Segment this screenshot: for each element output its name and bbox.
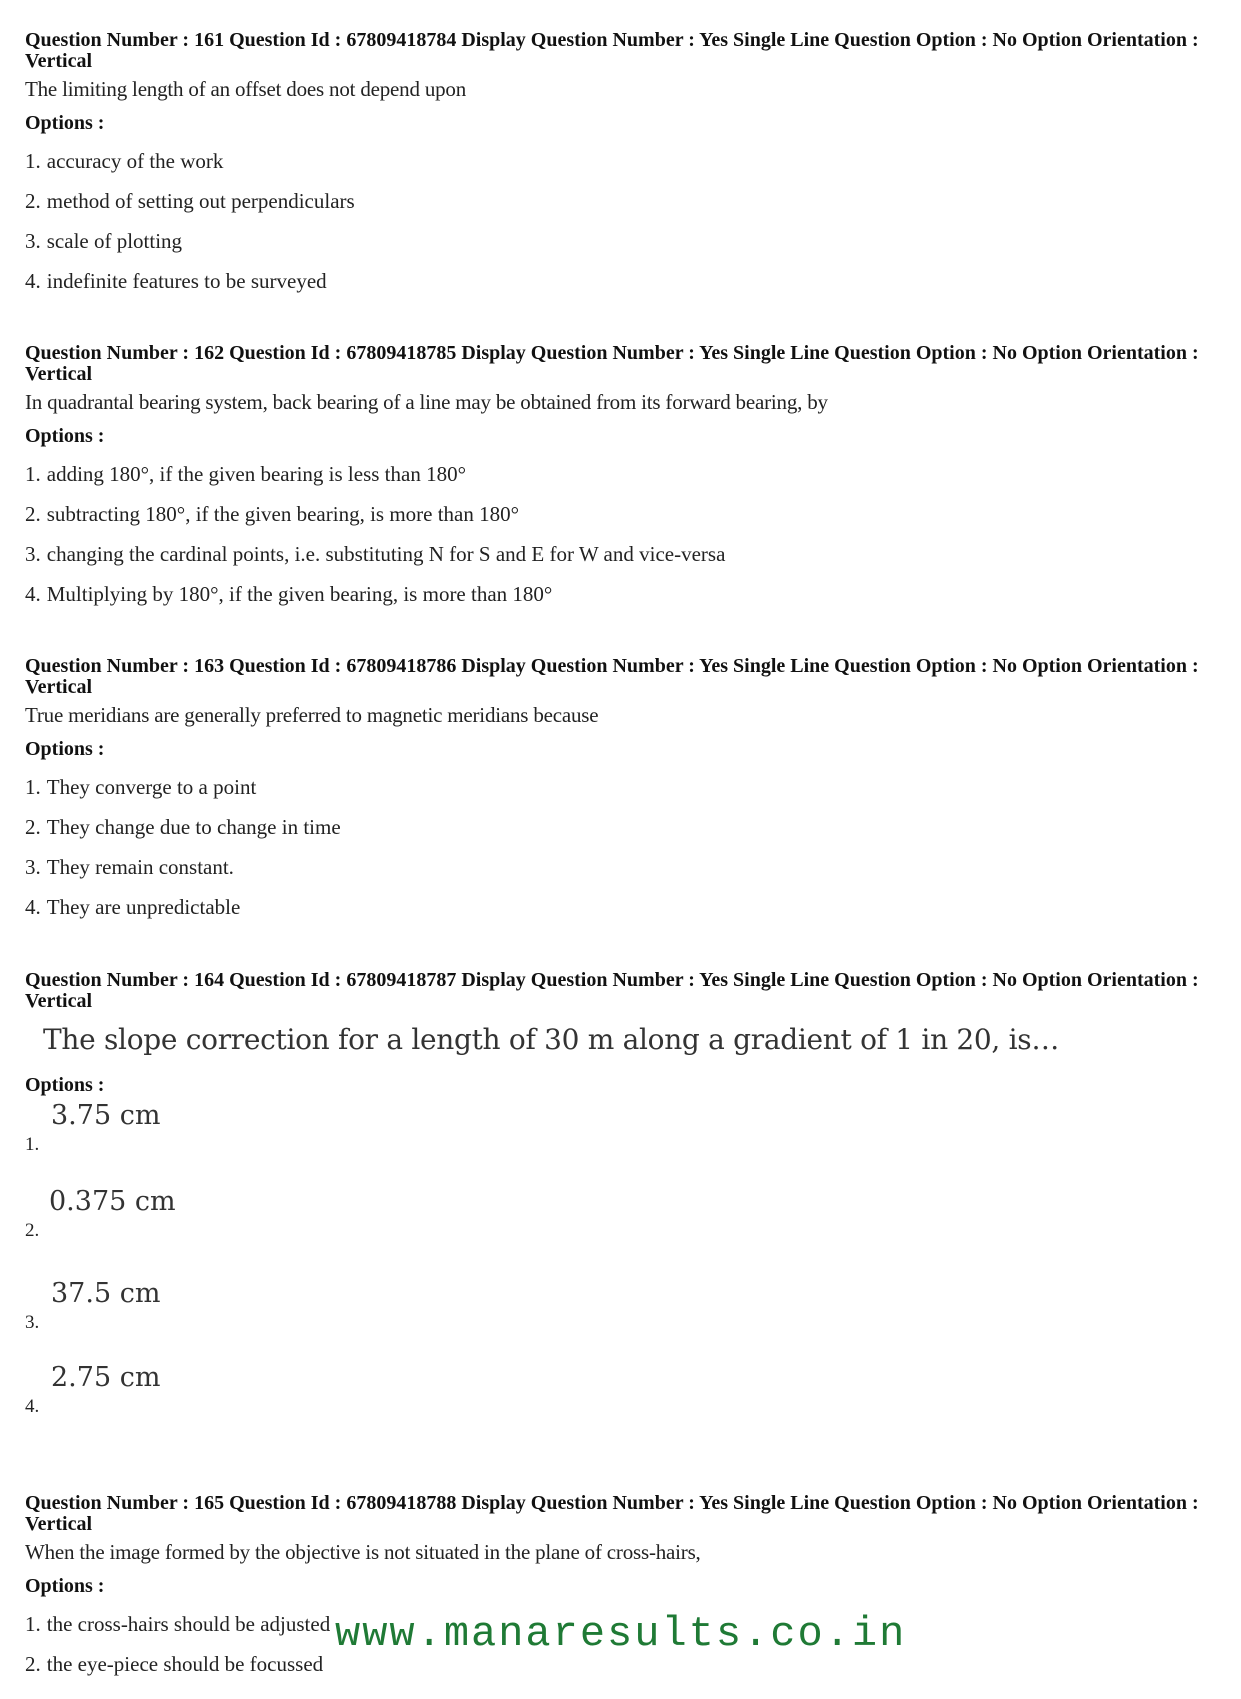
option-text: 2.75 cm xyxy=(51,1362,161,1393)
option-text: the cross-hairs should be adjusted xyxy=(46,1612,331,1636)
option-number: 1. xyxy=(25,462,41,486)
option-text: method of setting out perpendiculars xyxy=(46,189,355,213)
option-3 xyxy=(25,541,1215,567)
option-text: indefinite features to be surveyed xyxy=(46,269,327,293)
option-text: They change due to change in time xyxy=(46,815,341,839)
option-number: 2. xyxy=(25,1220,40,1241)
option-number: 4. xyxy=(25,1396,40,1417)
option-text: 0.375 cm xyxy=(49,1186,176,1217)
question-161 xyxy=(25,30,1215,294)
question-header: Question Number : 165 Question Id : 67809418788 Display Question Number : Yes Single Line Question Option : No Option Orientation : Vertical xyxy=(25,1492,1199,1535)
option-3 xyxy=(25,854,1215,880)
option-3 xyxy=(25,228,1215,254)
question-164 xyxy=(25,970,1215,1418)
question-header: Question Number : 164 Question Id : 67809418787 Display Question Number : Yes Single Line Question Option : No Option Orientation : Vertical xyxy=(25,969,1199,1012)
option-2 xyxy=(25,1186,1215,1242)
option-text: accuracy of the work xyxy=(46,149,224,173)
question-header: Question Number : 162 Question Id : 67809418785 Display Question Number : Yes Single Line Question Option : No Option Orientation : Vertical xyxy=(25,342,1199,385)
options-label: Options : xyxy=(25,425,105,447)
option-number: 2. xyxy=(25,502,41,526)
option-number: 3. xyxy=(25,855,41,879)
option-4 xyxy=(25,268,1215,294)
option-number: 2. xyxy=(25,815,41,839)
option-text: adding 180°, if the given bearing is less than 180° xyxy=(46,462,466,486)
option-2 xyxy=(25,188,1215,214)
options-label: Options : xyxy=(25,738,105,760)
option-text: 3.75 cm xyxy=(51,1100,161,1131)
option-3 xyxy=(25,1278,1215,1334)
question-text: In quadrantal bearing system, back bearing of a line may be obtained from its forward bearing, by xyxy=(25,390,828,414)
option-number: 4. xyxy=(25,269,41,293)
option-text: They are unpredictable xyxy=(46,895,241,919)
option-number: 3. xyxy=(25,1312,40,1333)
question-text: The limiting length of an offset does not depend upon xyxy=(25,77,467,101)
option-1 xyxy=(25,148,1215,174)
option-text: They converge to a point xyxy=(46,775,257,799)
option-text: Multiplying by 180°, if the given bearing, is more than 180° xyxy=(46,582,553,606)
option-number: 4. xyxy=(25,895,41,919)
option-number: 2. xyxy=(25,189,41,213)
watermark: www.manaresults.co.in xyxy=(335,1610,907,1658)
options-label: Options : xyxy=(25,112,105,134)
option-4 xyxy=(25,1362,1215,1418)
options-label: Options : xyxy=(25,1074,105,1096)
option-number: 4. xyxy=(25,582,41,606)
question-163 xyxy=(25,656,1215,920)
option-2 xyxy=(25,501,1215,527)
option-number: 1. xyxy=(25,1134,40,1155)
question-text: The slope correction for a length of 30 m along a gradient of 1 in 20, is… xyxy=(43,1023,1060,1056)
option-number: 3. xyxy=(25,542,41,566)
option-1 xyxy=(25,461,1215,487)
option-text: scale of plotting xyxy=(46,229,183,253)
option-1 xyxy=(25,774,1215,800)
option-text: 37.5 cm xyxy=(51,1278,161,1309)
question-header: Question Number : 163 Question Id : 67809418786 Display Question Number : Yes Single Line Question Option : No Option Orientation : Vertical xyxy=(25,655,1199,698)
option-text: They remain constant. xyxy=(46,855,234,879)
option-text: the eye-piece should be focussed xyxy=(46,1652,324,1676)
option-number: 1. xyxy=(25,1612,41,1636)
option-text: subtracting 180°, if the given bearing, is more than 180° xyxy=(46,502,520,526)
question-text: True meridians are generally preferred to magnetic meridians because xyxy=(25,703,599,727)
option-number: 1. xyxy=(25,775,41,799)
option-number: 2. xyxy=(25,1652,41,1676)
question-header: Question Number : 161 Question Id : 67809418784 Display Question Number : Yes Single Line Question Option : No Option Orientation : Vertical xyxy=(25,29,1199,72)
option-number: 1. xyxy=(25,149,41,173)
option-number: 3. xyxy=(25,229,41,253)
option-4 xyxy=(25,581,1215,607)
option-text: changing the cardinal points, i.e. substituting N for S and E for W and vice-versa xyxy=(46,542,726,566)
question-162 xyxy=(25,343,1215,607)
question-text: When the image formed by the objective is not situated in the plane of cross-hairs, xyxy=(25,1540,701,1564)
option-4 xyxy=(25,894,1215,920)
option-2 xyxy=(25,814,1215,840)
options-label: Options : xyxy=(25,1575,105,1597)
option-1 xyxy=(25,1100,1215,1156)
